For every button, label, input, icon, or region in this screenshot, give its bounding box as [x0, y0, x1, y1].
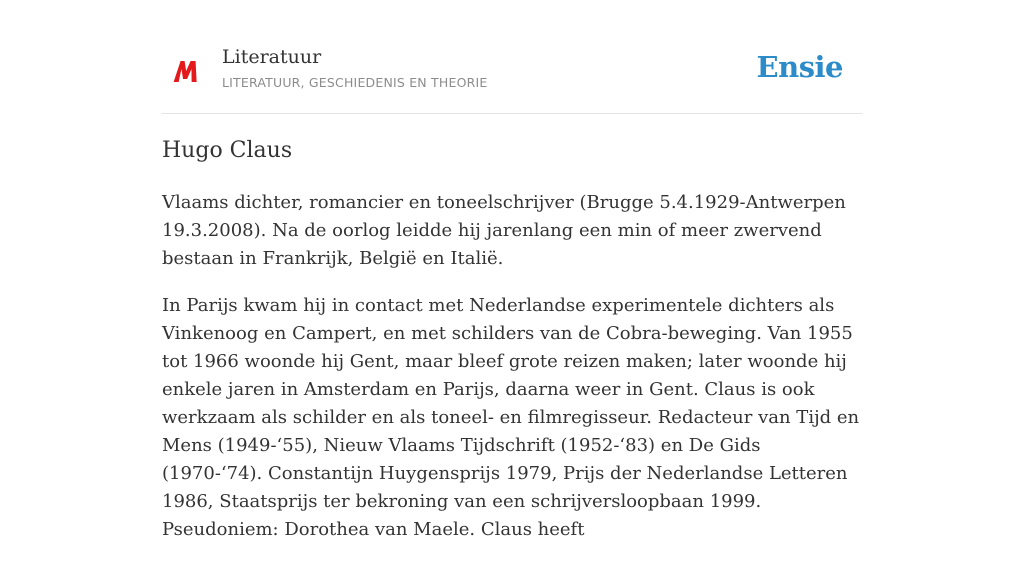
- entry-body: [162, 189, 862, 563]
- entry-paragraph-1: Vlaams dichter, romancier en toneelschrijver (Brugge 5.4.1929-Antwerpen 19.3.2008). Na de oorlog leidde hij jarenlang een min of meer zwervend bestaan in Frankrijk, België en Italië.: [162, 192, 846, 269]
- page: [162, 0, 862, 540]
- source-title[interactable]: Literatuur: [222, 46, 322, 68]
- entry-paragraph-2: In Parijs kwam hij in contact met Nederlandse experimentele dichters als Vinkenoog en Campert, en met schilders van de Cobra-beweging. Van 1955 tot 1966 woonde hij Gent, maar bleef grote reizen maken; later woonde hij enkele jaren in Amsterdam en Parijs, daarna weer in Gent. Claus is ook werkzaam als schilder en als toneel- en filmregisseur. Redacteur van Tijd en Mens (1949-‘55), Nieuw Vlaams Tijdschrift (1952-‘83) en De Gids (1970-‘74). Constantijn Huygensprijs 1979, Prijs der Nederlandse Letteren 1986, Staatsprijs ter bekroning van een schrijversloopbaan 1999. Pseudoniem: Dorothea van Maele. Claus heeft: [162, 295, 860, 540]
- page-header: [162, 0, 862, 114]
- ensie-brand-logo[interactable]: Ensie: [756, 50, 843, 84]
- red-m-logo-icon[interactable]: [173, 58, 199, 84]
- source-subtitle: LITERATUUR, GESCHIEDENIS EN THEORIE: [222, 75, 488, 90]
- logo-svg: [173, 58, 199, 84]
- entry-title: Hugo Claus: [162, 138, 293, 163]
